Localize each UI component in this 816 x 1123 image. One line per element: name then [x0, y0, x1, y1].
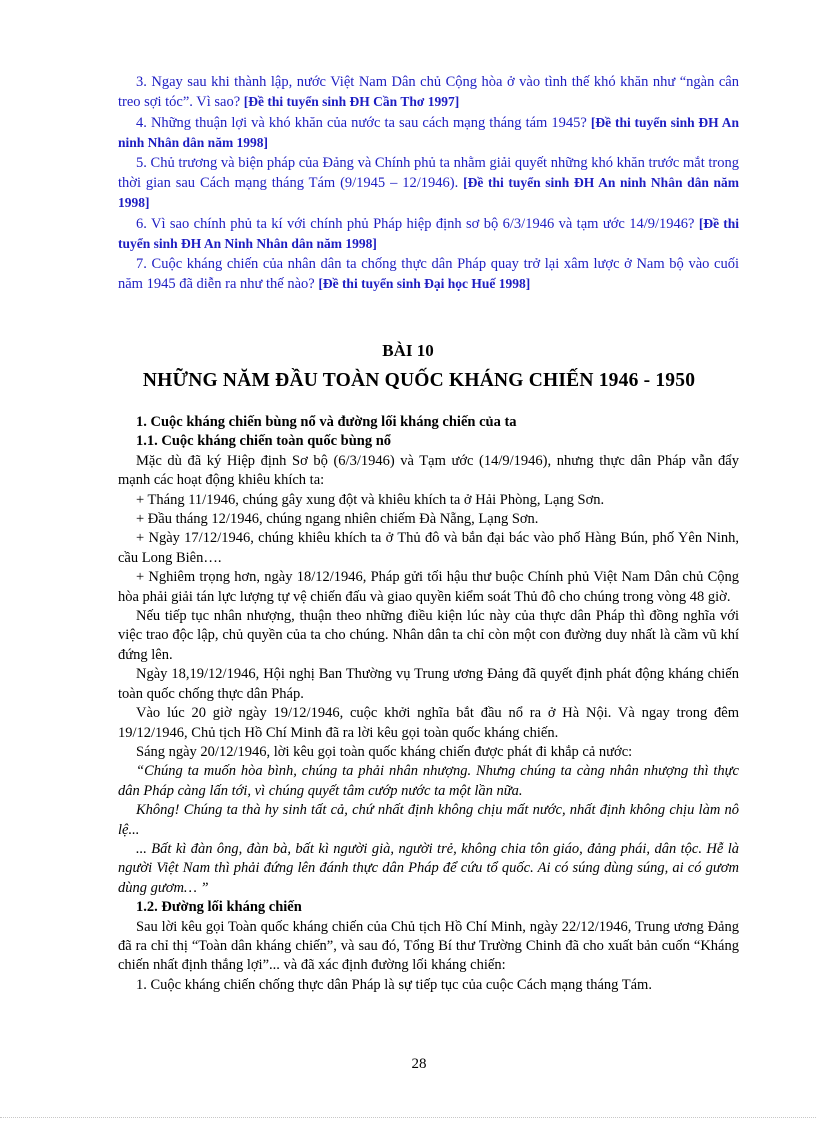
bullet-item: + Đầu tháng 12/1946, chúng ngang nhiên chiếm Đà Nẵng, Lạng Sơn.	[136, 511, 539, 528]
review-questions	[118, 73, 739, 294]
lesson-body	[118, 413, 739, 995]
paragraph: Sáng ngày 20/12/1946, lời kêu gọi toàn quốc kháng chiến được phát đi khắp cả nước:	[136, 743, 633, 760]
quote-paragraph: ... Bất kì đàn ông, đàn bà, bất kì người già, người trẻ, không chia tôn giáo, đảng phái, dân tộc. Hễ là người Việt Nam thì phải đứng lên đánh thực dân Pháp để cứu tổ quốc. Ai có súng dùng súng, ai có gươm dùng gươm… ”	[118, 840, 739, 896]
bullet-item: + Tháng 11/1946, chúng gây xung đột và khiêu khích ta ở Hải Phòng, Lạng Sơn.	[136, 491, 605, 508]
section-heading: 1. Cuộc kháng chiến bùng nổ và đường lối kháng chiến của ta	[136, 414, 517, 430]
question-source: [Đề thi tuyển sinh ĐH An Ninh Nhân dân năm 1998]	[118, 215, 739, 252]
question-item: 7. Cuộc kháng chiến của nhân dân ta chống thực dân Pháp quay trở lại xâm lược ở Nam bộ vào cuối năm 1945 đã diễn ra như thế nào? [Đề thi tuyển sinh Đại học Huế 1998]	[118, 255, 739, 293]
subsection-heading: 1.1. Cuộc kháng chiến toàn quốc bùng nổ	[136, 433, 392, 450]
lesson-title: NHỮNG NĂM ĐẦU TOÀN QUỐC KHÁNG CHIẾN 1946 - 1950	[142, 370, 696, 391]
paragraph: Vào lúc 20 giờ ngày 19/12/1946, cuộc khởi nghĩa bắt đầu nổ ra ở Hà Nội. Và ngay trong đêm 19/12/1946, Chủ tịch Hồ Chí Minh đã ra lời kêu gọi toàn quốc kháng chiến.	[118, 705, 739, 741]
bullet-item: + Nghiêm trọng hơn, ngày 18/12/1946, Pháp gửi tối hậu thư buộc Chính phủ Việt Nam Dân chủ Cộng hòa phải giải tán lực lượng tự vệ chiến đấu và giao quyền kiểm soát Thủ đô cho chúng trong vòng 48 giờ.	[118, 569, 739, 605]
paragraph: 1. Cuộc kháng chiến chống thực dân Pháp là sự tiếp tục của cuộc Cách mạng tháng Tám.	[136, 976, 652, 993]
lesson-number: BÀI 10	[382, 341, 434, 360]
question-item: 6. Vì sao chính phủ ta kí với chính phủ Pháp hiệp định sơ bộ 6/3/1946 và tạm ước 14/9/1946? [Đề thi tuyển sinh ĐH An Ninh Nhân dân năm 1998]	[118, 215, 739, 252]
question-item: 4. Những thuận lợi và khó khăn của nước ta sau cách mạng tháng tám 1945? [Đề thi tuyển sinh ĐH An ninh Nhân dân năm 1998]	[118, 114, 740, 151]
subsection-heading: 1.2. Đường lối kháng chiến	[136, 899, 302, 916]
question-source: [Đề thi tuyển sinh ĐH Cần Thơ 1997]	[243, 94, 460, 110]
paragraph: Nếu tiếp tục nhân nhượng, thuận theo những điều kiện lúc này của thực dân Pháp thì đồng nghĩa với việc trao độc lập, chủ quyền của ta cho chúng. Nhân dân ta chỉ còn một con đường duy nhất là cầm vũ khí đứng lên.	[118, 608, 739, 663]
paragraph: Mặc dù đã ký Hiệp định Sơ bộ (6/3/1946) và Tạm ước (14/9/1946), nhưng thực dân Pháp vẫn đẩy mạnh các hoạt động khiêu khích ta:	[118, 452, 739, 489]
question-source: [Đề thi tuyển sinh ĐH An ninh Nhân dân năm 1998]	[118, 114, 740, 151]
quote-paragraph: Không! Chúng ta thà hy sinh tất cả, chứ nhất định không chịu mất nước, nhất định không chịu làm nô lệ...	[118, 802, 739, 838]
paragraph: Ngày 18,19/12/1946, Hội nghị Ban Thường vụ Trung ương Đảng đã quyết định phát động kháng chiến toàn quốc chống thực dân Pháp.	[118, 666, 739, 702]
paragraph: Sau lời kêu gọi Toàn quốc kháng chiến của Chủ tịch Hồ Chí Minh, ngày 22/12/1946, Trung ương Đảng đã ra chỉ thị “Toàn dân kháng chiến”, và sau đó, Tổng Bí thư Trường Chinh đã cho xuất bản cuốn “Kháng chiến nhất định thắng lợi”... và đã xác định đường lối kháng chiến:	[118, 918, 739, 974]
question-item: 5. Chủ trương và biện pháp của Đảng và Chính phủ ta nhằm giải quyết những khó khăn trước mắt trong thời gian sau Cách mạng tháng Tám (9/1945 – 12/1946). [Đề thi tuyển sinh ĐH An ninh Nhân dân năm 1998]	[118, 154, 740, 211]
question-item: 3. Ngay sau khi thành lập, nước Việt Nam Dân chủ Cộng hòa ở vào tình thế khó khăn như “ngàn cân treo sợi tóc”. Vì sao? [Đề thi tuyển sinh ĐH Cần Thơ 1997]	[118, 74, 739, 111]
page-bottom-divider	[0, 1117, 816, 1118]
question-source: [Đề thi tuyển sinh ĐH An ninh Nhân dân năm 1998]	[118, 175, 740, 211]
quote-paragraph: “Chúng ta muốn hòa bình, chúng ta phải nhân nhượng. Nhưng chúng ta càng nhân nhượng thì thực dân Pháp càng lấn tới, vì chúng quyết tâm cướp nước ta một lần nữa.	[118, 763, 739, 799]
page-number: 28	[411, 1056, 427, 1072]
question-source: [Đề thi tuyển sinh Đại học Huế 1998]	[318, 276, 531, 292]
bullet-item: + Ngày 17/12/1946, chúng khiêu khích ta ở Thủ đô và bắn đại bác vào phố Hàng Bún, phố Yên Ninh, cầu Long Biên….	[118, 530, 739, 566]
